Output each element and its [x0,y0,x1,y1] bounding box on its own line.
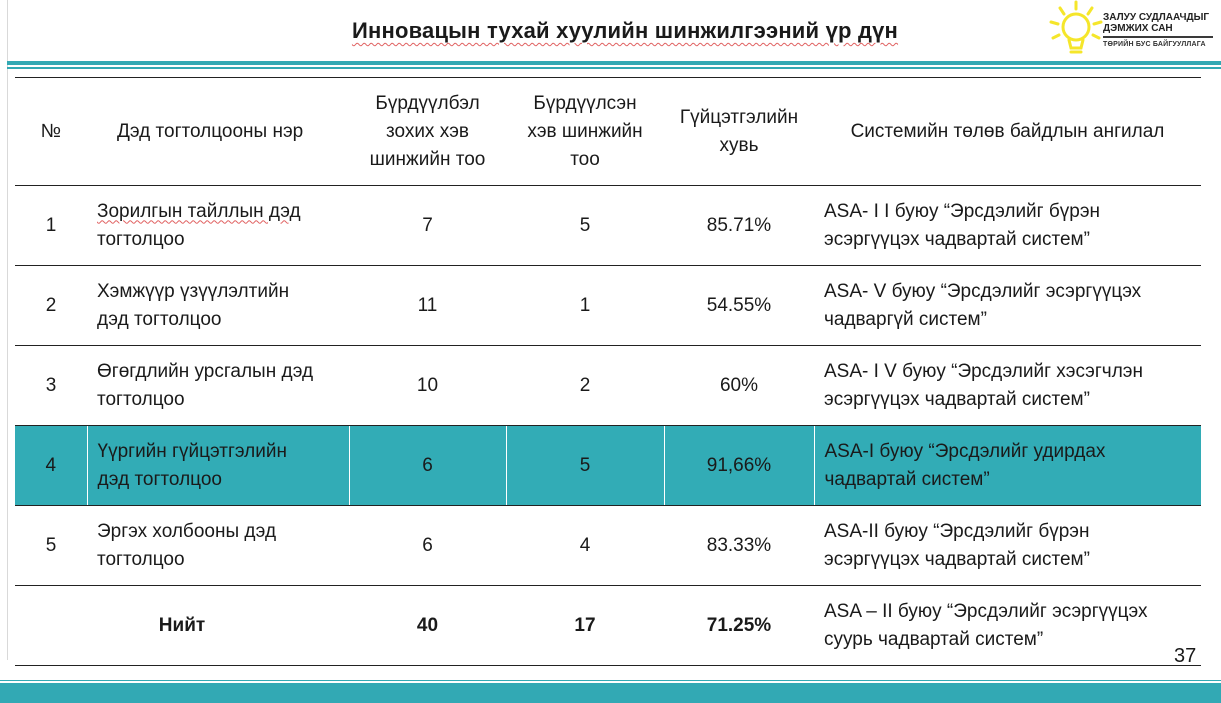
header-planned: Бүрдүүлбэл зохих хэв шинжийн тоо [349,78,506,186]
row-planned: 10 [349,346,506,426]
total-planned: 40 [349,586,506,666]
row-num: 1 [15,186,87,266]
header-num: № [15,78,87,186]
row-status: ASA- V буюу “Эрсдэлийг эсэргүүцэх чадваргүй систем” [814,266,1201,346]
table-row [15,346,1201,426]
foundation-logo [1048,0,1220,58]
row-status: ASA- I I буюу “Эрсдэлийг бүрэн эсэргүүцэх чадвартай систем” [814,186,1201,266]
footer-band [0,683,1221,703]
logo-line-2: ДЭМЖИХ САН [1103,23,1173,34]
page-number: 37 [1174,645,1197,667]
row-done: 5 [506,426,664,506]
row-name: Хэмжүүр үзүүлэлтийн дэд тогтолцоо [87,266,349,346]
row-name: Эргэх холбооны дэд тогтолцоо [87,506,349,586]
row-percent: 54.55% [664,266,814,346]
logo-line-1: ЗАЛУУ СУДЛААЧДЫГ [1103,12,1210,23]
row-planned: 6 [349,506,506,586]
row-name: Үүргийн гүйцэтгэлийн дэд тогтолцоо [87,426,349,506]
header-percent: Гүйцэтгэлийн хувь [664,78,814,186]
logo-subtitle: ТӨРИЙН БУС БАЙГУУЛЛАГА [1103,41,1206,48]
slide-left-rule [7,0,8,660]
table-row [15,506,1201,586]
header-band [7,61,1221,65]
logo-divider [1103,36,1213,38]
row-done: 2 [506,346,664,426]
row-status: ASA-I буюу “Эрсдэлийг удирдах чадвартай систем” [814,426,1201,506]
row-num: 3 [15,346,87,426]
row-planned: 7 [349,186,506,266]
row-planned: 11 [349,266,506,346]
table-header-row [15,78,1201,186]
row-name: Зорилгын тайллын дэд тогтолцоо [87,186,349,266]
table-row-highlighted [15,426,1201,506]
slide-title: Инновацын тухай хуулийн шинжилгээний үр дүн [351,18,899,43]
header-done: Бүрдүүлсэн хэв шинжийн тоо [506,78,664,186]
header-name: Дэд тогтолцооны нэр [87,78,349,186]
footer-band-line [0,680,1221,681]
row-percent: 83.33% [664,506,814,586]
total-done: 17 [506,586,664,666]
row-done: 4 [506,506,664,586]
row-percent: 91,66% [664,426,814,506]
row-status: ASA-II буюу “Эрсдэлийг бүрэн эсэргүүцэх чадвартай систем” [814,506,1201,586]
row-percent: 60% [664,346,814,426]
total-status: ASA – II буюу “Эрсдэлийг эсэргүүцэх суурь чадвартай систем” [814,586,1201,666]
table-row [15,266,1201,346]
row-num: 4 [15,426,87,506]
lightbulb-sun-icon [1048,0,1104,58]
row-name: Өгөгдлийн урсгалын дэд тогтолцоо [87,346,349,426]
row-done: 1 [506,266,664,346]
row-num: 5 [15,506,87,586]
header-band-thin [7,67,1221,69]
header-status: Системийн төлөв байдлын ангилал [814,78,1201,186]
row-planned: 6 [349,426,506,506]
logo-text [1103,12,1209,34]
row-num: 2 [15,266,87,346]
total-percent: 71.25% [664,586,814,666]
total-label: Нийт [15,586,349,666]
results-table [15,77,1201,666]
row-status: ASA- I V буюу “Эрсдэлийг хэсэгчлэн эсэргүүцэх чадвартай систем” [814,346,1201,426]
row-done: 5 [506,186,664,266]
row-percent: 85.71% [664,186,814,266]
table-row [15,186,1201,266]
table-total-row [15,586,1201,666]
